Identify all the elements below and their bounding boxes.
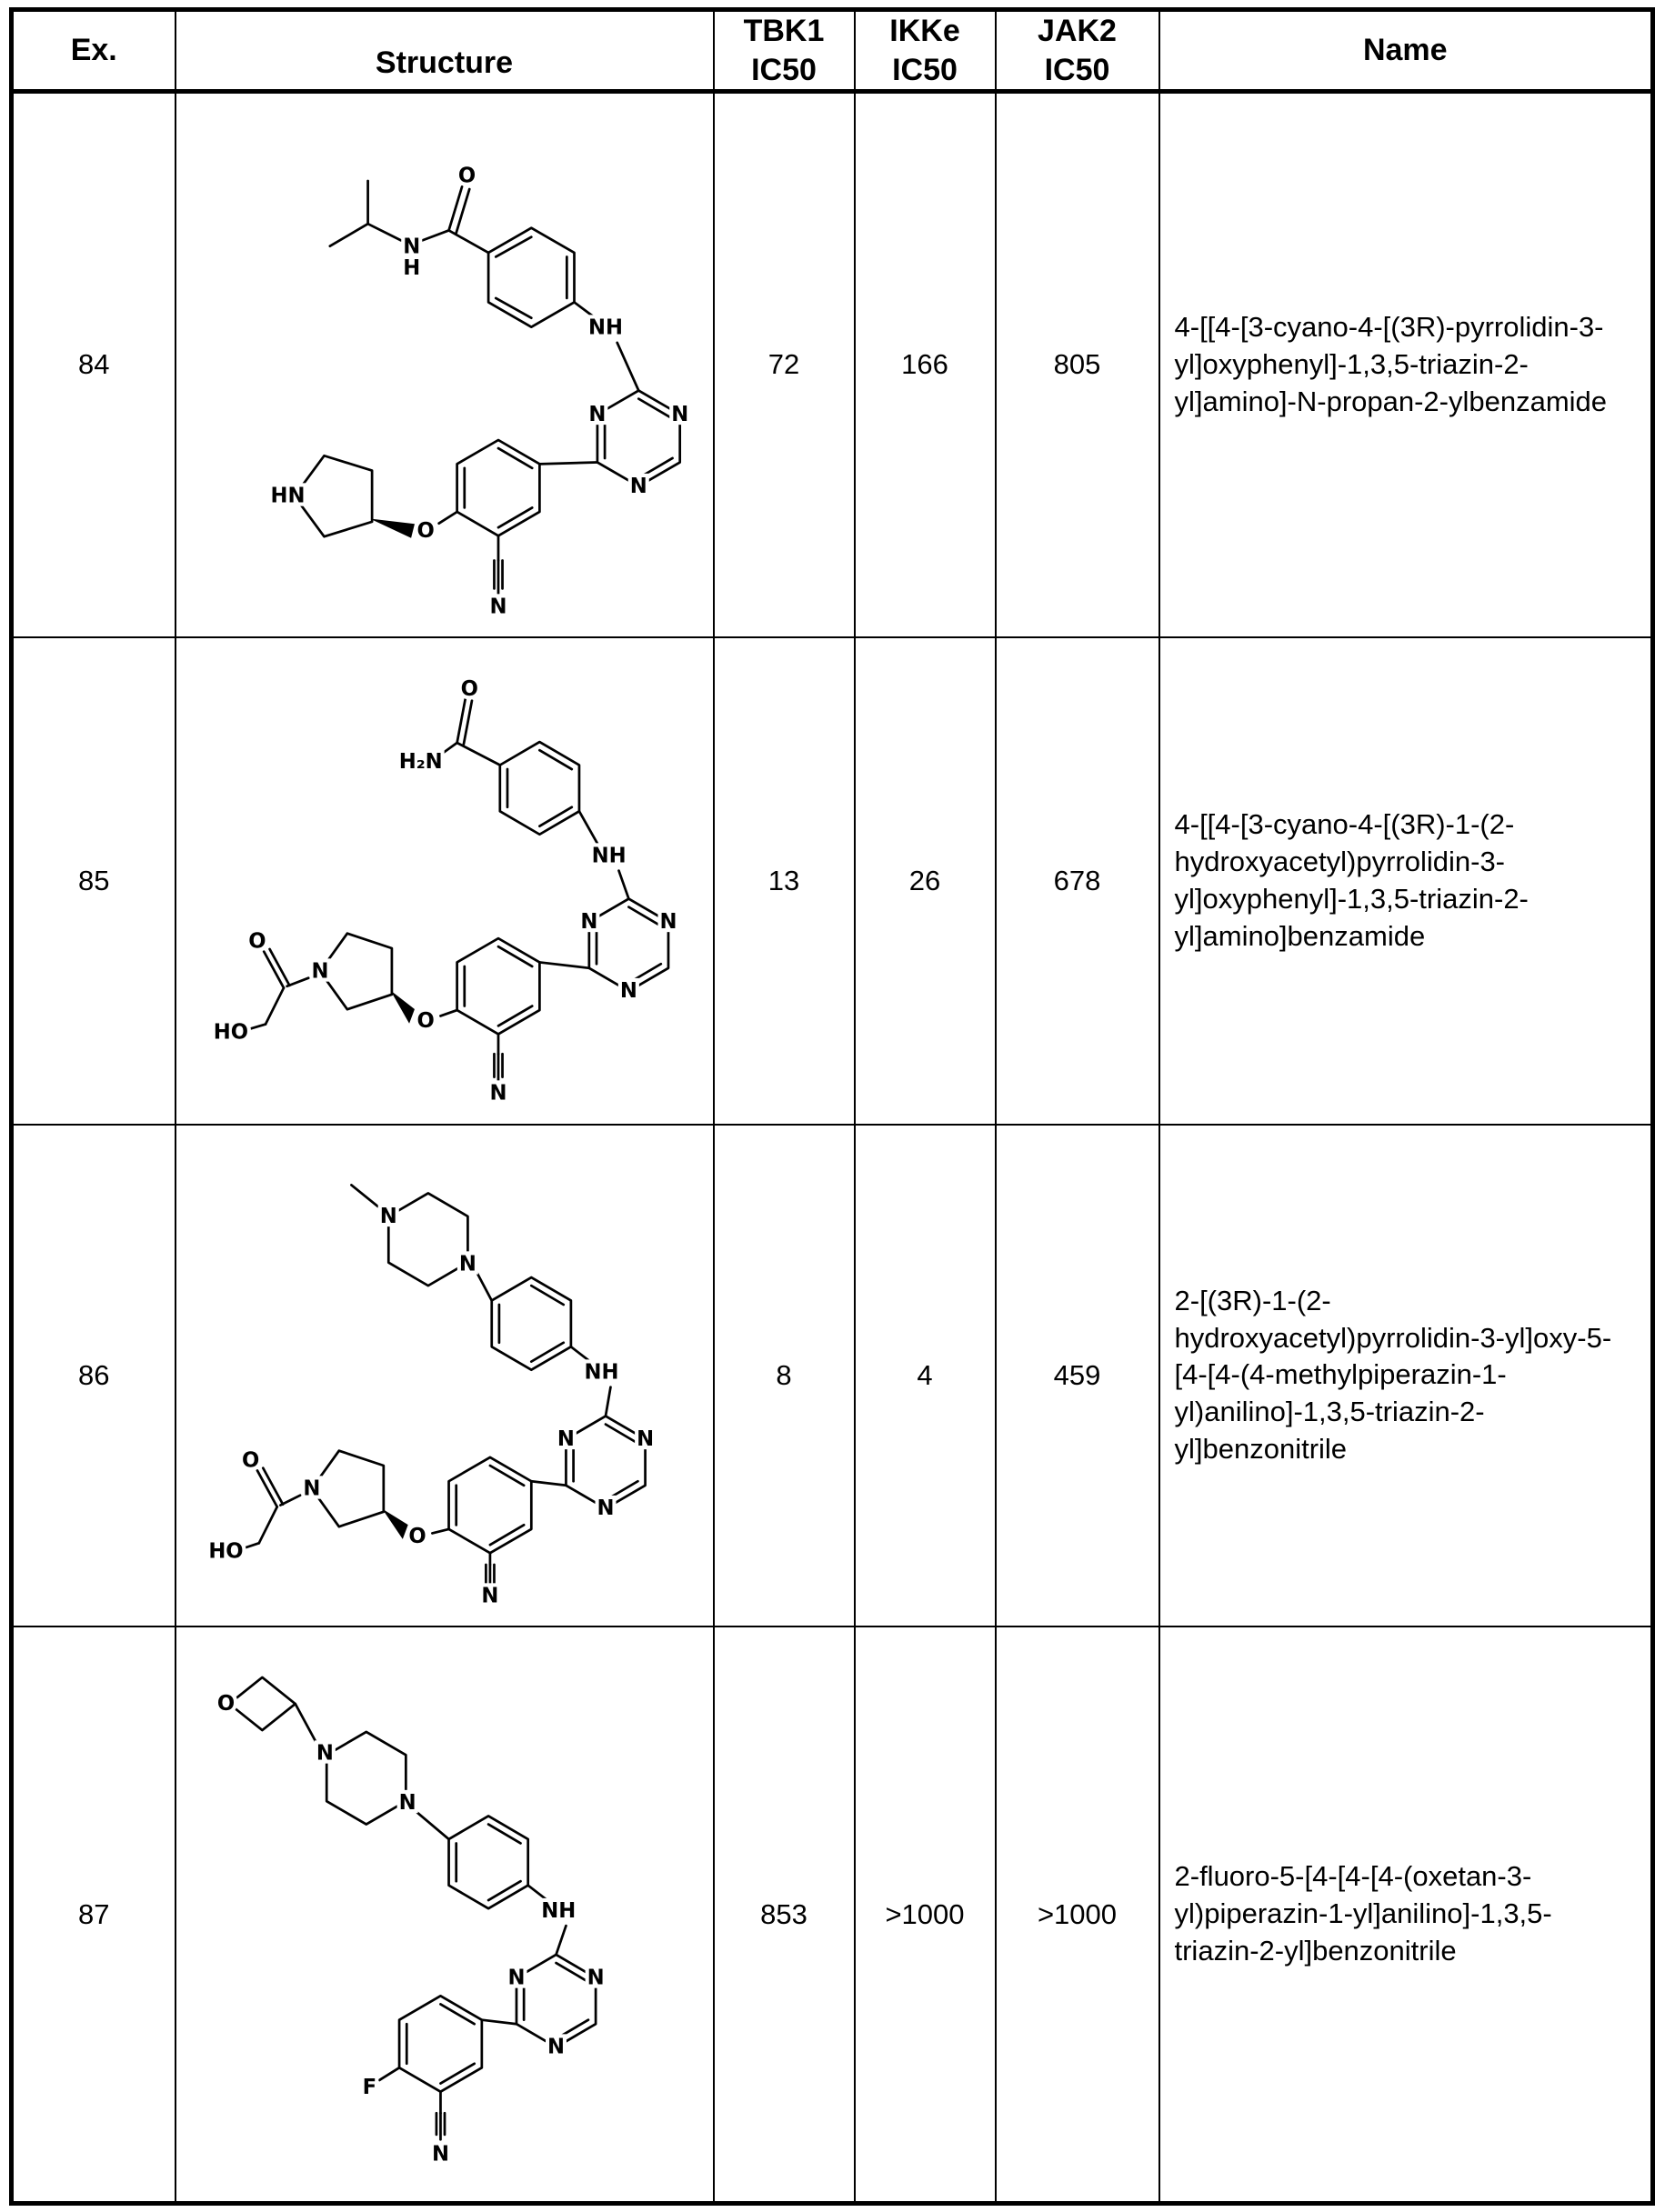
triazine-n3-label: N [670,402,688,426]
nitrile-n-label: N [489,595,507,619]
triazine-n1-label: N [587,402,606,426]
tbk1-ic50-value: 8 [714,1125,855,1626]
triazine-n3-label: N [658,909,677,934]
col-header-tbk1-line2: IC50 [751,52,817,87]
acyl-o-label: O [247,929,266,954]
compound-name [1159,1626,1653,2204]
ikke-ic50-value: 166 [855,92,996,637]
carbonyl-o-label: O [457,164,476,188]
tbk1-ic50-value: 72 [714,92,855,637]
compound-table [9,7,1655,2206]
pyrrolidine-n-label: N [310,959,328,984]
ikke-ic50-value: 26 [855,637,996,1125]
triazine-n5-label: N [597,1496,614,1521]
triazine-n5-label: N [619,979,637,1004]
anilino-nh-label: NH [583,1360,618,1385]
hydroxyl-ho-label: HO [213,1020,248,1045]
structure-cell [176,1626,714,2204]
compound-name [1159,637,1653,1125]
ether-o-label: O [407,1524,426,1548]
amide-h-label: H [402,256,420,281]
table-row-84 [12,92,1653,637]
jak2-ic50-value: 678 [996,637,1159,1125]
fluoro-f-label: F [362,2076,376,2100]
table-row-85 [12,637,1653,1125]
col-header-jak2 [996,10,1159,92]
jak2-ic50-value: 459 [996,1125,1159,1626]
compound-name-text: 4-[[4-[3-cyano-4-[(3R)-1-(2-hydroxyacetyl)pyrrolidin-3-yl]oxyphenyl]-1,3,5-triazin-2-yl]amino]benzamide [1174,808,1529,952]
example-number: 84 [12,92,176,637]
piperazine-n2-label: N [458,1252,476,1276]
triazine-n5-label: N [547,2035,565,2059]
piperazine-n1-label: N [379,1204,397,1228]
amide-h2n-label: H₂N [398,749,443,774]
col-header-tbk1-line1: TBK1 [743,14,825,48]
oxetane-o-label: O [216,1692,235,1717]
pyrrolidine-hn-label: HN [270,484,306,508]
triazine-n3-label: N [636,1426,654,1451]
col-header-tbk1 [714,10,855,92]
col-header-ikke [855,10,996,92]
compound-name [1159,92,1653,637]
col-header-ex: Ex. [12,10,176,92]
anilino-nh-label: NH [540,1898,576,1923]
compound-name-text: 2-[(3R)-1-(2-hydroxyacetyl)pyrrolidin-3-yl]oxy-5-[4-[4-(4-methylpiperazin-1-yl)anilino]-1,3,5-triazin-2-yl]benzonitrile [1174,1284,1612,1466]
compound-name-text: 2-fluoro-5-[4-[4-[4-(oxetan-3-yl)piperazin-1-yl]anilino]-1,3,5-triazin-2-yl]benzonitrile [1174,1860,1552,1967]
structure-cell [176,637,714,1125]
jak2-ic50-value: >1000 [996,1626,1159,2204]
col-header-ikke-line2: IC50 [892,52,958,87]
compound-name [1159,1125,1653,1626]
nitrile-n-label: N [431,2142,449,2167]
col-header-jak2-line2: IC50 [1044,52,1110,87]
compound-name-text: 4-[[4-[3-cyano-4-[(3R)-pyrrolidin-3-yl]oxyphenyl]-1,3,5-triazin-2-yl]amino]-N-propan-2-ylbenzamide [1174,311,1608,417]
triazine-n3-label: N [587,1966,605,1990]
triazine-n1-label: N [557,1426,575,1451]
structure-drawing-84 [176,94,713,636]
example-number: 85 [12,637,176,1125]
triazine-n5-label: N [629,474,647,498]
structure-drawing-86 [176,1126,713,1626]
table-row-86 [12,1125,1653,1626]
example-number: 87 [12,1626,176,2204]
anilino-nh-label: NH [587,315,623,340]
table-row-87 [12,1626,1653,2204]
tbk1-ic50-value: 853 [714,1626,855,2204]
piperazine-n1-label: N [316,1741,334,1766]
tbk1-ic50-value: 13 [714,637,855,1125]
jak2-ic50-value: 805 [996,92,1159,637]
example-number: 86 [12,1125,176,1626]
amide-n-label: N [402,235,420,259]
ether-o-label: O [416,1008,435,1033]
ether-o-label: O [416,518,435,543]
col-header-structure: Structure [176,10,714,92]
ikke-ic50-value: 4 [855,1125,996,1626]
carbonyl-o-label: O [460,676,478,701]
ikke-ic50-value: >1000 [855,1626,996,2204]
anilino-nh-label: NH [591,844,627,868]
piperazine-n2-label: N [398,1790,416,1815]
acyl-o-label: O [241,1448,259,1473]
col-header-jak2-line1: JAK2 [1038,14,1117,48]
structure-drawing-87 [176,1627,713,2201]
structure-drawing-85 [176,638,713,1124]
structure-cell [176,1125,714,1626]
nitrile-n-label: N [480,1584,498,1608]
col-header-name: Name [1159,10,1653,92]
triazine-n1-label: N [579,909,597,934]
nitrile-n-label: N [489,1081,507,1106]
header-row [12,10,1653,92]
pyrrolidine-n-label: N [302,1476,320,1501]
hydroxyl-ho-label: HO [207,1539,244,1564]
structure-cell [176,92,714,637]
col-header-ikke-line1: IKKe [889,14,960,48]
triazine-n1-label: N [507,1966,525,1990]
